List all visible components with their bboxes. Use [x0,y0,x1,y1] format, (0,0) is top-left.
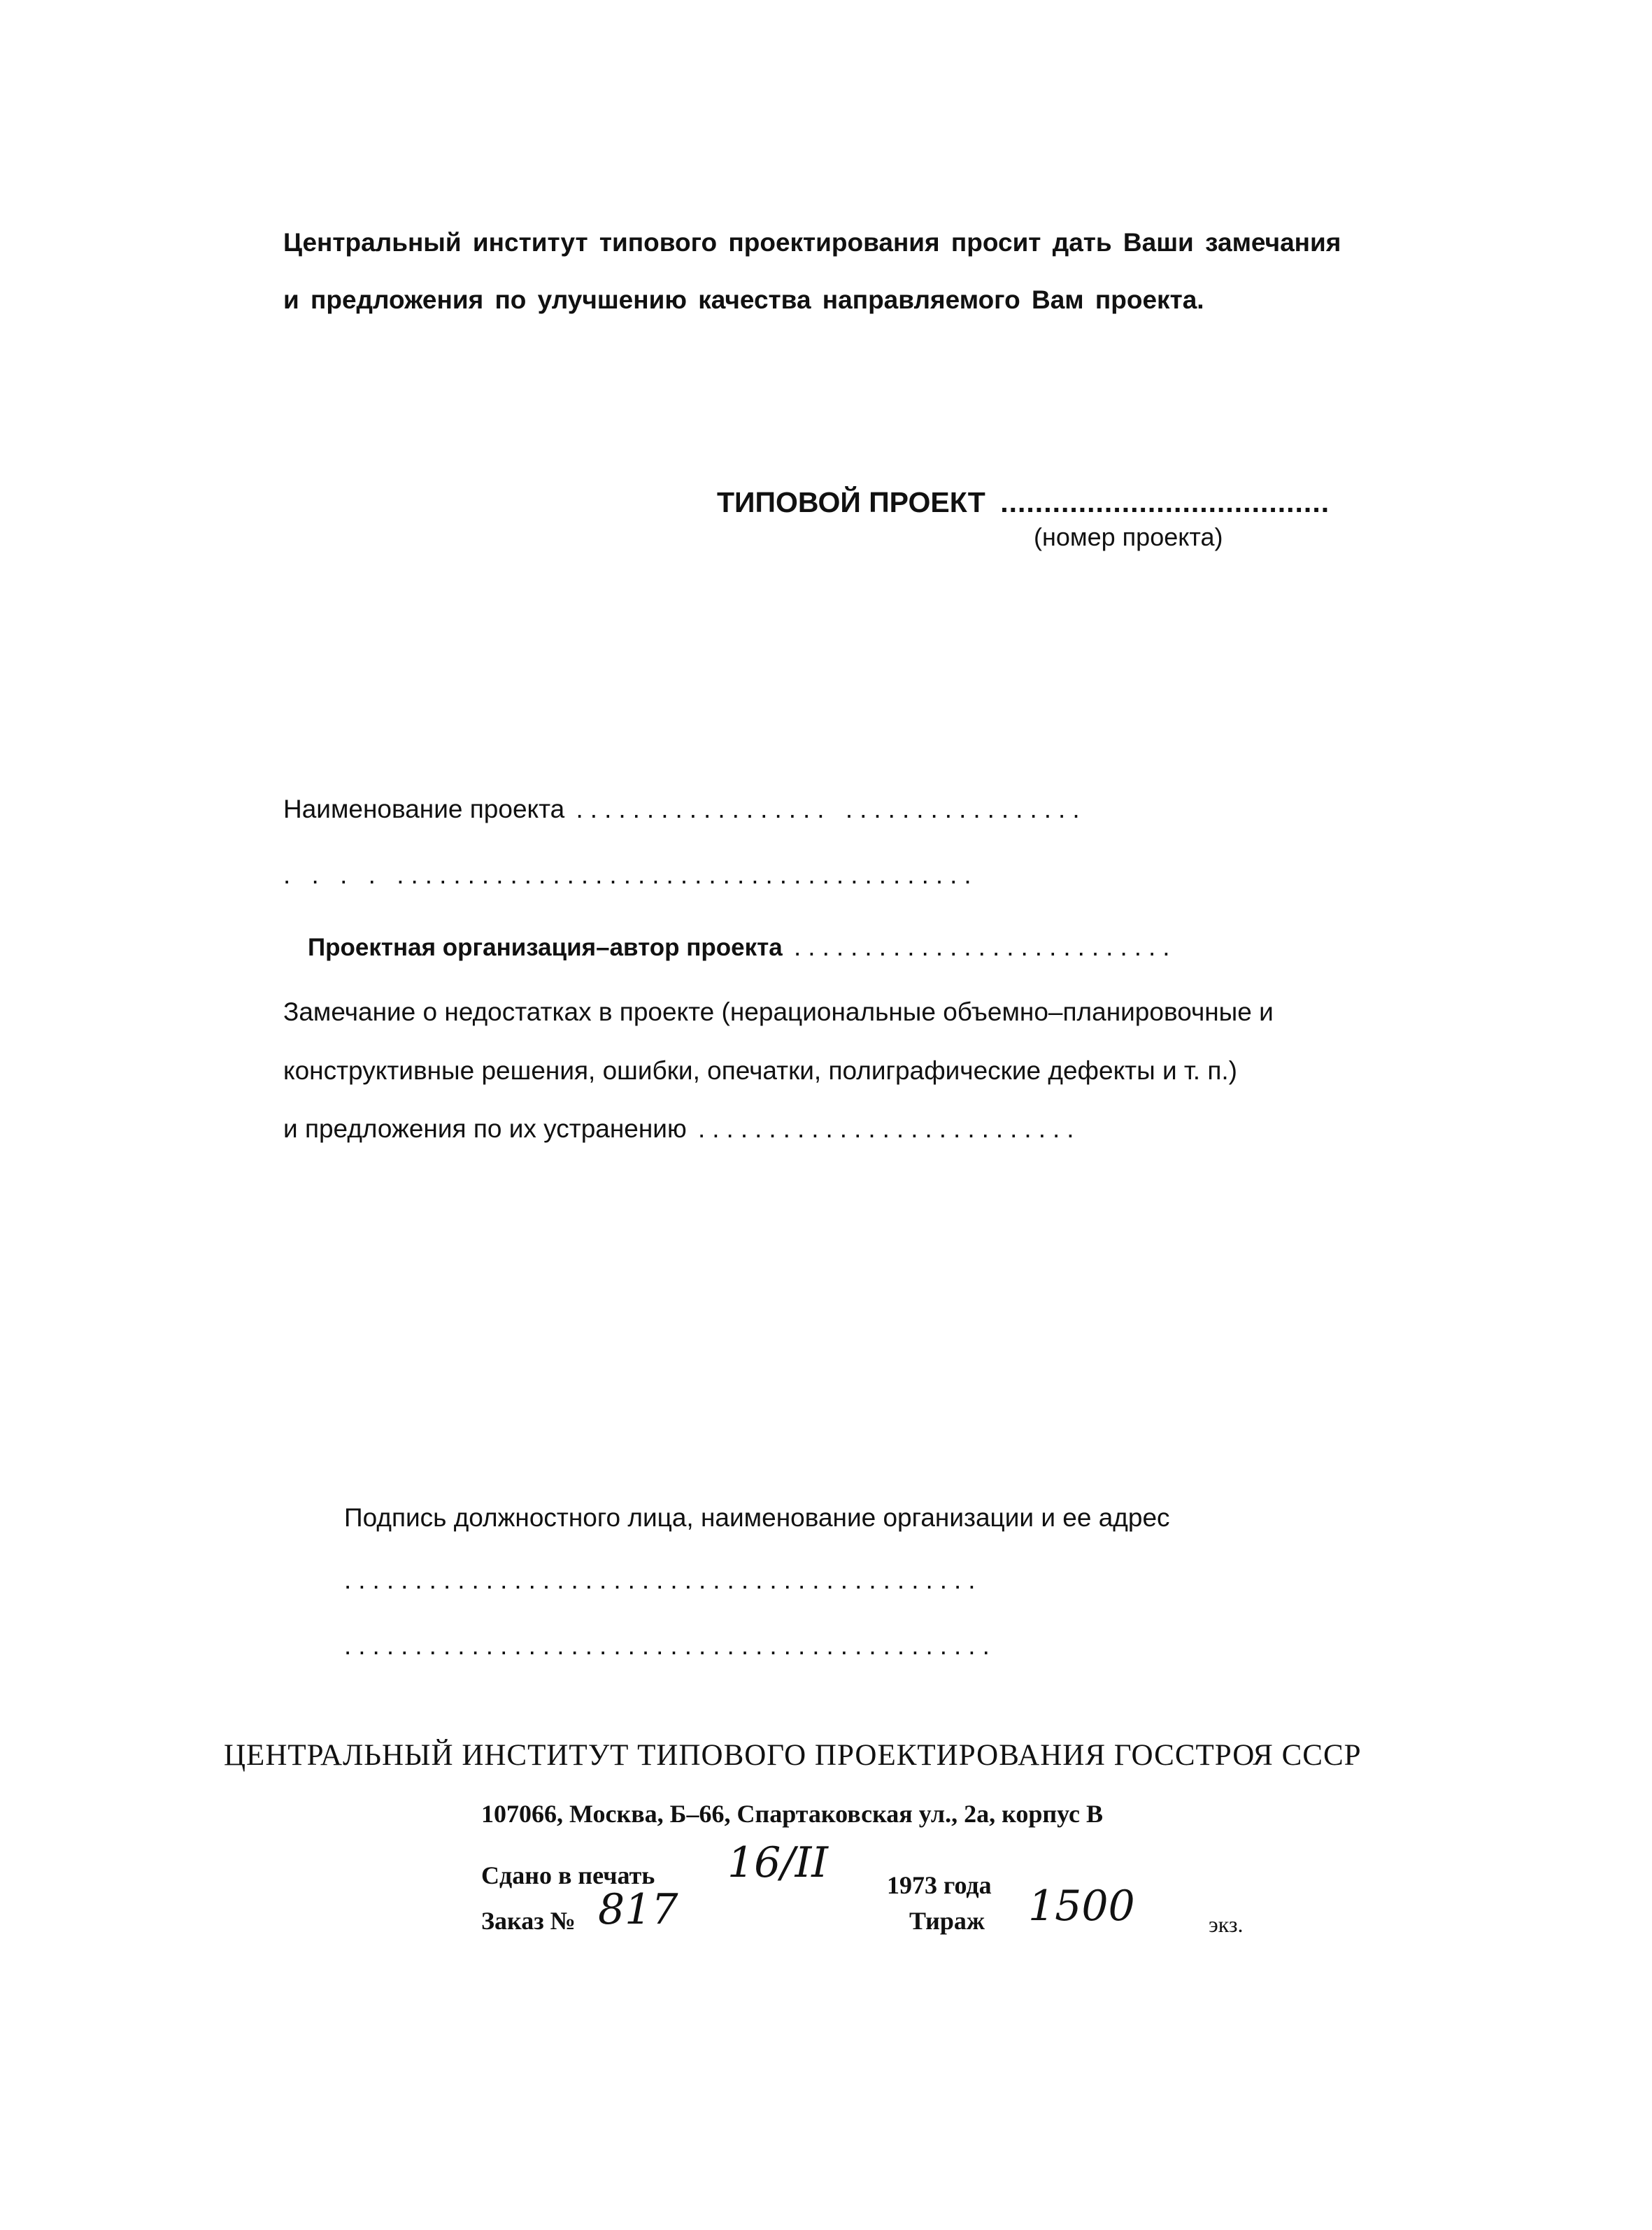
print-year-row [887,1873,992,1898]
remarks-line-3: и предложения по их устранению [283,1114,687,1143]
remarks-line-1: Замечание о недостатках в проекте (нерациональные объемно–планировочные и [283,997,1274,1026]
project-number-row [717,488,1330,517]
project-org-row [308,934,1177,960]
print-year: 1973 [887,1871,937,1899]
intro-line-2: и предложения по улучшению качества направляемого Вам проекта. [283,285,1204,314]
project-number-dots: ...................................... [1000,486,1330,518]
run-label: Тираж [909,1907,985,1935]
project-number-label: ТИПОВОЙ ПРОЕКТ [717,486,985,518]
remarks-line-2: конструктивные решения, ошибки, опечатки, полиграфические дефекты и т. п.) [283,1056,1237,1085]
project-org-label: Проектная организация–автор проекта [308,934,783,961]
remarks-dots: ........................... [698,1114,1081,1143]
print-day-handwritten: 16/II [727,1838,828,1887]
print-label: Сдано в печать [481,1861,655,1889]
run-number-handwritten: 1500 [1028,1882,1135,1931]
project-name-dots: .................. ................. [576,795,1087,823]
signature-label: Подпись должностного лица, наименование организации и ее адрес [344,1503,1170,1532]
signature-dots-2: .............................................. [344,1631,997,1660]
run-unit: экз. [1209,1912,1244,1937]
project-name-row [283,796,1087,822]
remarks-row-3 [283,1116,1081,1142]
project-name-label: Наименование проекта [283,795,565,823]
intro-line-1: Центральный институт типового проектирования просит дать Ваши замечания [283,228,1341,257]
order-number-handwritten: 817 [598,1885,678,1934]
project-name-dots-2: . . . . ......................................... [283,860,978,889]
project-org-dots: ........................... [794,932,1177,961]
project-name-row-2 [283,862,978,888]
footer-institute: ЦЕНТРАЛЬНЫЙ ИНСТИТУТ ТИПОВОГО ПРОЕКТИРОВАНИЯ ГОССТРОЯ СССР [224,1739,1362,1772]
signature-dots-1: ............................................. [344,1565,983,1594]
order-label: Заказ № [481,1907,576,1935]
footer-address: 107066, Москва, Б–66, Спартаковская ул., 2а, корпус В [481,1800,1103,1828]
project-number-caption: (номер проекта) [1034,523,1223,551]
print-year-suffix: года [944,1871,992,1899]
